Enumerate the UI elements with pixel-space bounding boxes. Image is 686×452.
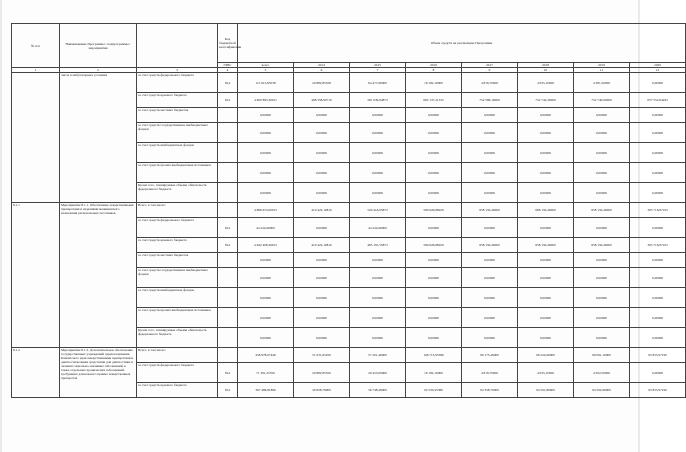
grbs-code: 814 (218, 93, 238, 108)
amount-cell: 0,00000 (350, 108, 406, 123)
amount-cell: 4 816,70000 (462, 73, 518, 93)
amount-cell: 658 150,40000 (462, 203, 518, 218)
col-header-grbs: ГРБС (218, 63, 238, 68)
amount-cell: 4 886 653,09015 (238, 203, 294, 218)
amount-cell: 692 137,21335 (406, 93, 462, 108)
amount-cell: 64 477,60000 (350, 73, 406, 93)
amount-cell: 0,00000 (518, 308, 574, 328)
amount-cell: 0,00000 (630, 73, 686, 93)
row-label: за счет средств прочих внебюджетных источников (137, 308, 218, 328)
row-label: за счет средств прочих внебюджетных источников (137, 163, 218, 183)
grbs-code: 814 (218, 363, 238, 383)
amount-cell: 0,00000 (462, 218, 518, 238)
amount-cell: 0,00000 (630, 363, 686, 383)
amount-cell: 94 591,80000 (518, 383, 574, 398)
amount-cell: 498 358,90710 (294, 93, 350, 108)
amount-cell: 0,00000 (350, 123, 406, 143)
amount-cell: 0,00000 (518, 288, 574, 308)
amount-cell: 4 635,10000 (518, 363, 574, 383)
amount-cell: 419 422,10810 (294, 203, 350, 218)
row-label: за счет средств внебюджетных фондов (137, 143, 218, 163)
col-header-number: № п/п (12, 24, 60, 68)
table-body (12, 73, 686, 398)
amount-cell: 0,00000 (630, 123, 686, 143)
amount-cell: 0,00000 (406, 218, 462, 238)
amount-cell: 0,00000 (518, 268, 574, 288)
col-header-year: 2017 (462, 63, 518, 68)
grbs-code: 814 (218, 383, 238, 398)
amount-cell: 0,00000 (574, 308, 630, 328)
amount-cell: 57 201,49000 (350, 348, 406, 363)
col-index: 6 (294, 68, 350, 73)
amount-cell: 92 530,45386 (406, 383, 462, 398)
amount-cell: 752 589,10000 (462, 93, 518, 108)
amount-cell: 0,00000 (630, 218, 686, 238)
amount-cell: 438 978,07446 (238, 348, 294, 363)
row-label: за счет средств внебюджетных фондов (137, 288, 218, 308)
amount-cell: 0,00000 (350, 288, 406, 308)
section-number: 8.1.2 (12, 348, 60, 398)
amount-cell: 0,00000 (294, 163, 350, 183)
grbs-code (218, 203, 238, 218)
amount-cell: 0,00000 (630, 183, 686, 203)
amount-cell: 529 416,05873 (350, 203, 406, 218)
amount-cell: 0,00000 (406, 253, 462, 268)
amount-cell: 0,00000 (238, 253, 294, 268)
amount-cell: 0,00000 (406, 308, 462, 328)
amount-cell: 51 631,65450 (294, 348, 350, 363)
amount-cell: 0,00000 (630, 108, 686, 123)
col-header-year: 2020 (630, 63, 686, 68)
amount-cell: 752 740,00000 (574, 93, 630, 108)
row-label: Кроме того, планируемые объемы обязательств федерального бюджета (137, 183, 218, 203)
amount-cell: 94 358,70000 (462, 383, 518, 398)
amount-cell: 0,00000 (462, 108, 518, 123)
amount-cell: 93 835,97190 (630, 383, 686, 398)
amount-cell: 0,00000 (294, 288, 350, 308)
row-label: за счет средств местных бюджетов (137, 108, 218, 123)
amount-cell: 0,00000 (462, 253, 518, 268)
amount-cell: 0,00000 (518, 123, 574, 143)
amount-cell: 0,00000 (350, 328, 406, 348)
grbs-code (218, 183, 238, 203)
amount-cell: 0,00000 (406, 143, 462, 163)
amount-cell: 485 191,55873 (350, 238, 406, 253)
amount-cell: 0,00000 (238, 123, 294, 143)
amount-cell: 0,00000 (574, 143, 630, 163)
row-label: за счет средств федерального бюджета (137, 218, 218, 238)
amount-cell: 4 635,10000 (518, 73, 574, 93)
amount-cell: 0,00000 (294, 268, 350, 288)
amount-cell: 0,00000 (630, 268, 686, 288)
amount-cell: 0,00000 (574, 183, 630, 203)
col-header-year: 2014 (294, 63, 350, 68)
col-index: 8 (406, 68, 462, 73)
amount-cell: 0,00000 (406, 288, 462, 308)
table-row (12, 73, 686, 93)
program-funding-table (11, 23, 686, 398)
col-index: 10 (518, 68, 574, 73)
amount-cell: 0,00000 (630, 308, 686, 328)
amount-cell: 4 609 895,30911 (238, 93, 294, 108)
amount-cell: 0,00000 (406, 268, 462, 288)
amount-cell: 16 182,10000 (406, 363, 462, 383)
amount-cell: 4 502,50000 (574, 363, 630, 383)
amount-cell: 71 391,25550 (238, 363, 294, 383)
amount-cell: 0,00000 (406, 183, 462, 203)
page-edge-left (0, 0, 2, 452)
amount-cell: 115 615,85558 (238, 73, 294, 93)
amount-cell: 4 816,70000 (462, 363, 518, 383)
amount-cell: 0,00000 (238, 288, 294, 308)
amount-cell: 581 939,94873 (350, 93, 406, 108)
amount-cell: 0,00000 (462, 308, 518, 328)
section-name: Мероприятие 8.1.1. Обеспечение лекарственными препаратами и изделиями медицинского назначения региональных льготников (60, 203, 137, 348)
amount-cell: 99 091,10000 (574, 348, 630, 363)
table-row (12, 348, 686, 363)
amount-cell: 20 882,85550 (294, 363, 350, 383)
col-header-year: 2019 (574, 63, 630, 68)
amount-cell: 0,00000 (462, 268, 518, 288)
col-header-blank (137, 24, 218, 68)
amount-cell: 0,00000 (350, 253, 406, 268)
amount-cell: 0,00000 (350, 308, 406, 328)
amount-cell: 94 592,60000 (574, 383, 630, 398)
row-label: за счет средств государственных внебюджетных фондов (137, 268, 218, 288)
grbs-code (218, 123, 238, 143)
amount-cell: 0,00000 (518, 108, 574, 123)
amount-cell: 0,00000 (238, 308, 294, 328)
row-label: Всего, в том числе: (137, 348, 218, 363)
amount-cell: 0,00000 (518, 328, 574, 348)
amount-cell: 0,00000 (238, 108, 294, 123)
col-header-year: 2016 (406, 63, 462, 68)
grbs-code (218, 268, 238, 288)
amount-cell: 0,00000 (630, 253, 686, 268)
amount-cell: 599 626,86029 (406, 203, 462, 218)
amount-cell: 658 150,40000 (462, 238, 518, 253)
amount-cell: 0,00000 (462, 328, 518, 348)
amount-cell: 0,00000 (574, 268, 630, 288)
amount-cell: 363 716,87103 (630, 238, 686, 253)
row-label: за счет средств краевого бюджета (137, 383, 218, 398)
amount-cell: 0,00000 (630, 288, 686, 308)
amount-cell: 20 882,85558 (294, 73, 350, 93)
section-number (12, 73, 60, 203)
table-row (12, 203, 686, 218)
amount-cell: 0,00000 (462, 288, 518, 308)
amount-cell: 4 642 408,49015 (238, 238, 294, 253)
amount-cell: 658 150,40000 (574, 238, 630, 253)
amount-cell: 0,00000 (350, 163, 406, 183)
amount-cell: 0,00000 (630, 163, 686, 183)
amount-cell: 599 626,86029 (406, 238, 462, 253)
amount-cell: 20 453,00000 (350, 363, 406, 383)
amount-cell: 44 224,60000 (350, 218, 406, 238)
amount-cell: 419 422,10810 (294, 238, 350, 253)
amount-cell: 108 713,95386 (406, 348, 462, 363)
amount-cell: 0,00000 (294, 123, 350, 143)
amount-cell: 657 552,84293 (630, 93, 686, 108)
grbs-code (218, 288, 238, 308)
amount-cell: 0,00000 (294, 308, 350, 328)
amount-cell: 0,00000 (462, 163, 518, 183)
grbs-code: 814 (218, 73, 238, 93)
amount-cell: 363 716,87103 (630, 203, 686, 218)
grbs-code (218, 253, 238, 268)
amount-cell: 16 182,10000 (406, 73, 462, 93)
grbs-code (218, 163, 238, 183)
row-label: за счет средств федерального бюджета (137, 73, 218, 93)
col-index: 9 (462, 68, 518, 73)
amount-cell: 0,00000 (630, 328, 686, 348)
amount-cell: 36 748,49000 (350, 383, 406, 398)
amount-cell: 0,00000 (294, 328, 350, 348)
col-header-year: 2015 (350, 63, 406, 68)
amount-cell: 0,00000 (406, 108, 462, 123)
amount-cell: 658 150,40000 (574, 203, 630, 218)
col-index: 4 (218, 68, 238, 73)
amount-cell: 0,00000 (574, 123, 630, 143)
amount-cell: 0,00000 (462, 183, 518, 203)
grbs-code (218, 348, 238, 363)
col-index: 3 (137, 68, 218, 73)
col-index: 2 (60, 68, 137, 73)
amount-cell: 0,00000 (350, 143, 406, 163)
col-index: 7 (350, 68, 406, 73)
amount-cell: 4 381,50000 (574, 73, 630, 93)
col-header-total: Объем средств на реализацию Программы (238, 24, 686, 63)
amount-cell: 0,00000 (462, 123, 518, 143)
amount-cell: 0,00000 (294, 143, 350, 163)
amount-cell: 668 150,40000 (518, 203, 574, 218)
section-name: числе в амбулаторных условиях (60, 73, 137, 203)
amount-cell: 44 224,60000 (238, 218, 294, 238)
amount-cell: 0,00000 (350, 268, 406, 288)
section-number: 8.1.1 (12, 203, 60, 348)
amount-cell: 658 150,40000 (518, 238, 574, 253)
amount-cell: 0,00000 (574, 253, 630, 268)
col-header-year: 2018 (518, 63, 574, 68)
col-index: 11 (574, 68, 630, 73)
amount-cell: 0,00000 (406, 123, 462, 143)
amount-cell: 0,00000 (238, 268, 294, 288)
col-index: 5 (238, 68, 294, 73)
col-header-year: всего (238, 63, 294, 68)
amount-cell: 0,00000 (518, 183, 574, 203)
row-label: за счет средств федерального бюджета (137, 363, 218, 383)
grbs-code (218, 108, 238, 123)
amount-cell: 0,00000 (462, 143, 518, 163)
table-header (12, 24, 686, 73)
amount-cell: 0,00000 (518, 253, 574, 268)
amount-cell: 0,00000 (406, 163, 462, 183)
row-label: за счет средств краевого бюджета (137, 93, 218, 108)
amount-cell: 0,00000 (238, 183, 294, 203)
col-index: 12 (630, 68, 686, 73)
amount-cell: 0,00000 (574, 163, 630, 183)
row-label: Кроме того, планируемые объемы обязательств федерального бюджета (137, 328, 218, 348)
amount-cell: 0,00000 (238, 163, 294, 183)
col-header-budget-code: Код бюджетной классификации (218, 24, 238, 63)
amount-cell: 0,00000 (518, 143, 574, 163)
amount-cell: 0,00000 (294, 218, 350, 238)
row-label: за счет средств краевого бюджета (137, 238, 218, 253)
grbs-code: 814 (218, 238, 238, 253)
row-label: за счет средств местных бюджетов (137, 253, 218, 268)
amount-cell: 30 828,79900 (294, 383, 350, 398)
col-index: 1 (12, 68, 60, 73)
section-name: Мероприятие 8.1.2. Дополнительное обеспечение государственных учреждений здравоохранения Камчатского края лекарственными препаратами и диагностическими средствами для диагностики и лечения социально-значимых заболеваний, в также отдельных хронических заболеваний, требующих длительного приема лекарственных препаратов (60, 348, 137, 398)
amount-cell: 0,00000 (294, 183, 350, 203)
grbs-code (218, 143, 238, 163)
amount-cell: 0,00000 (574, 328, 630, 348)
amount-cell: 0,00000 (406, 328, 462, 348)
amount-cell: 0,00000 (574, 218, 630, 238)
amount-cell: 0,00000 (238, 143, 294, 163)
row-label: за счет средств государственных внебюджетных фондов (137, 123, 218, 143)
amount-cell: 0,00000 (574, 108, 630, 123)
amount-cell: 99 224,90000 (518, 348, 574, 363)
amount-cell: 0,00000 (294, 108, 350, 123)
amount-cell: 0,00000 (294, 253, 350, 268)
grbs-code (218, 328, 238, 348)
amount-cell: 752 742,20000 (518, 93, 574, 108)
amount-cell: 0,00000 (518, 218, 574, 238)
amount-cell: 367 486,81896 (238, 383, 294, 398)
amount-cell: 0,00000 (518, 163, 574, 183)
col-header-name: Наименование Программы / подпрограммы / мероприятия (60, 24, 137, 68)
amount-cell: 0,00000 (630, 143, 686, 163)
amount-cell: 0,00000 (350, 183, 406, 203)
row-label: Всего, в том числе: (137, 203, 218, 218)
amount-cell: 0,00000 (574, 288, 630, 308)
amount-cell: 99 175,40000 (462, 348, 518, 363)
grbs-code (218, 308, 238, 328)
amount-cell: 0,00000 (238, 328, 294, 348)
grbs-code: 814 (218, 218, 238, 238)
amount-cell: 93 835,97190 (630, 348, 686, 363)
